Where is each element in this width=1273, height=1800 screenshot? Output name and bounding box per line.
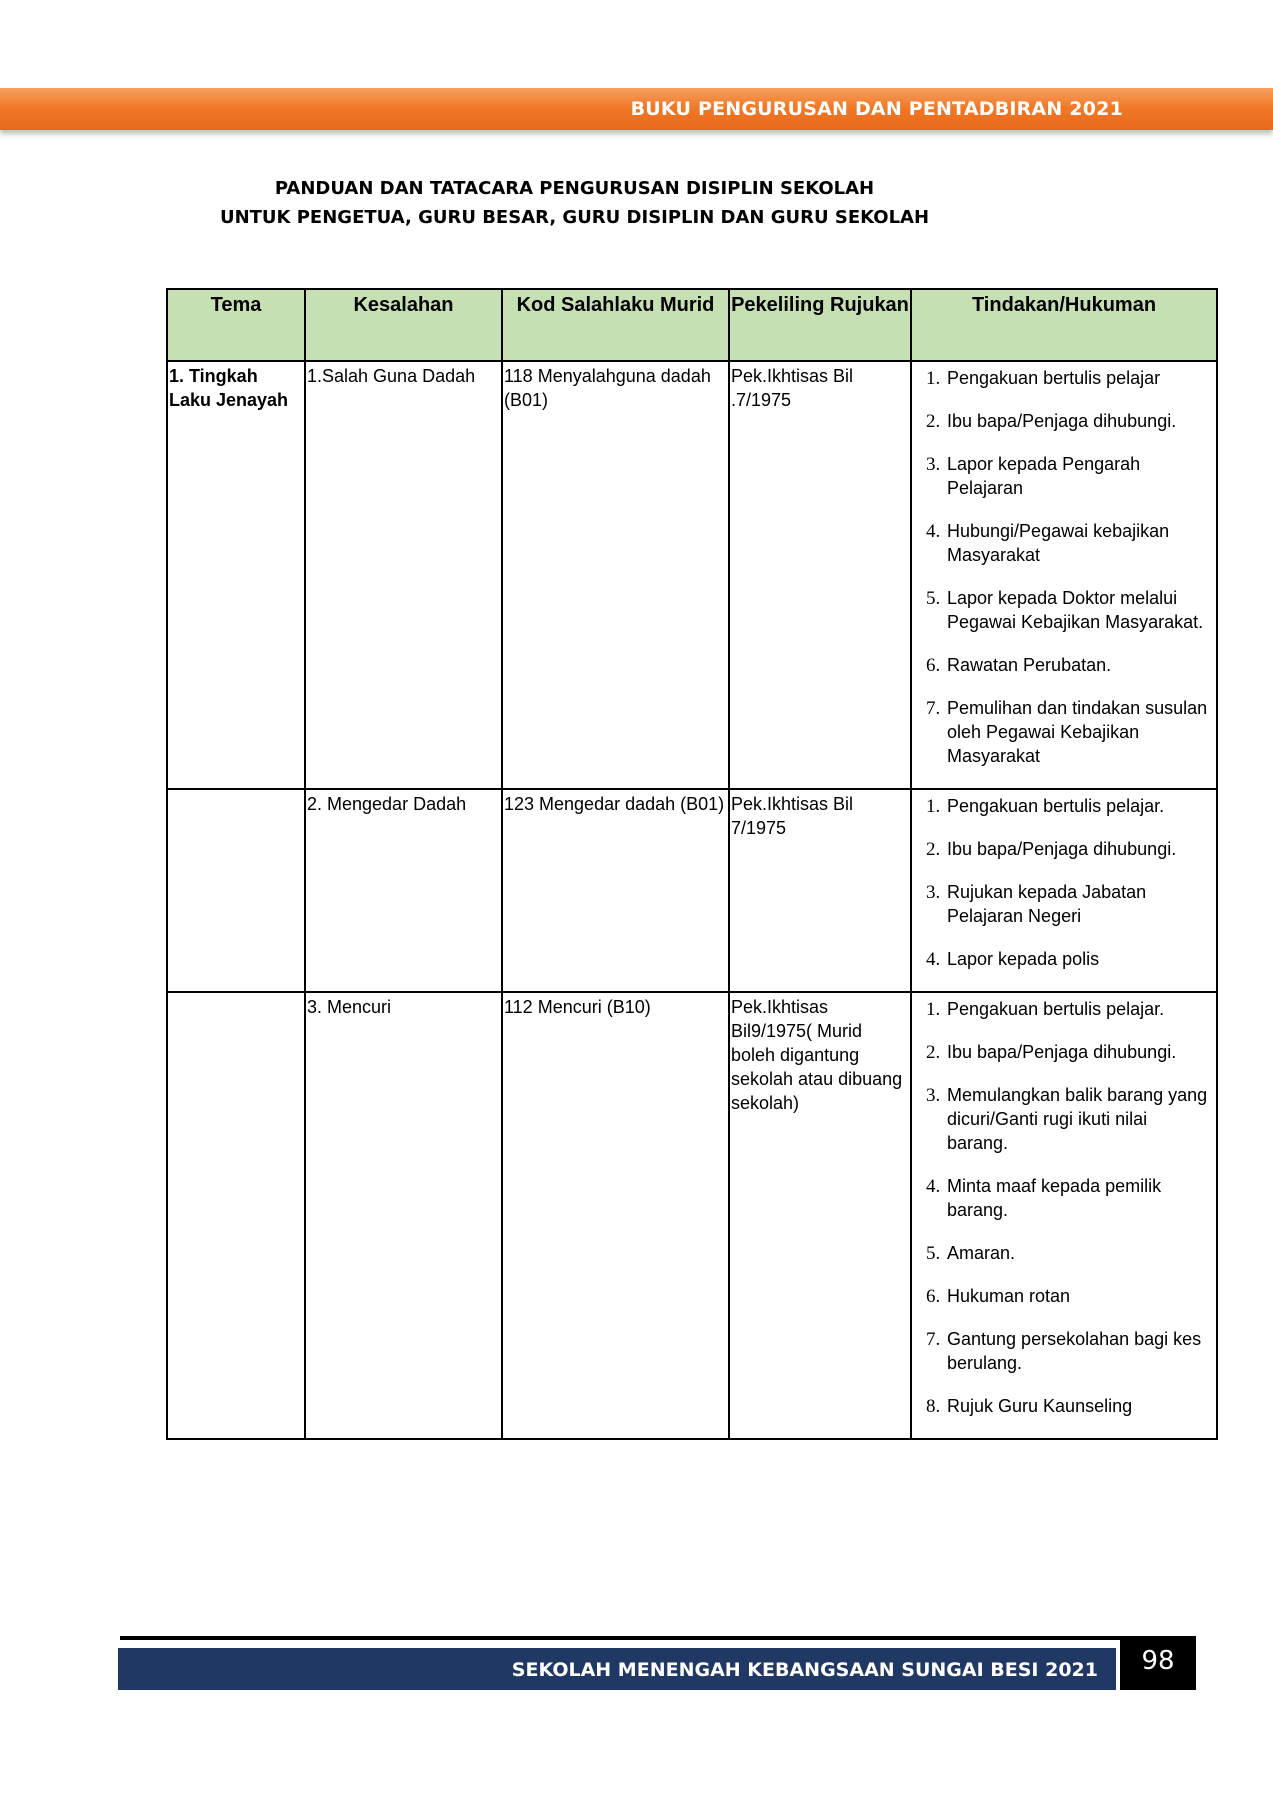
table-row — [167, 789, 1217, 992]
cell-kod: 118 Menyalahguna dadah (B01) — [502, 361, 729, 789]
action-item: 3. Rujukan kepada Jabatan Pelajaran Negeri — [945, 880, 1212, 928]
cell-kesalahan: 3. Mencuri — [305, 992, 502, 1439]
cell-pekeliling: Pek.Ikhtisas Bil9/1975( Murid boleh digantung sekolah atau dibuang sekolah) — [729, 992, 911, 1439]
action-item: 1. Pengakuan bertulis pelajar. — [945, 794, 1212, 818]
cell-tema — [167, 789, 305, 992]
cell-pekeliling: Pek.Ikhtisas Bil 7/1975 — [729, 789, 911, 992]
header-pekeliling: Pekeliling Rujukan — [729, 289, 911, 361]
action-item: 2. Ibu bapa/Penjaga dihubungi. — [945, 837, 1212, 861]
action-item: 2. Ibu bapa/Penjaga dihubungi. — [945, 409, 1212, 433]
cell-tindakan — [911, 992, 1217, 1439]
action-item: 1. Pengakuan bertulis pelajar — [945, 366, 1212, 390]
document-title-line2: UNTUK PENGETUA, GURU BESAR, GURU DISIPLIN DAN GURU SEKOLAH — [219, 207, 930, 228]
cell-tindakan — [911, 361, 1217, 789]
footer-school-name: SEKOLAH MENENGAH KEBANGSAAN SUNGAI BESI 2021 — [511, 1659, 1098, 1681]
action-list — [913, 997, 1216, 1438]
discipline-table — [166, 288, 1218, 1440]
action-item: 1. Pengakuan bertulis pelajar. — [945, 997, 1212, 1021]
action-item: 8. Rujuk Guru Kaunseling — [945, 1394, 1212, 1418]
action-item: 6. Hukuman rotan — [945, 1284, 1212, 1308]
table-row — [167, 361, 1217, 789]
footer-bar — [118, 1648, 1116, 1690]
table-row — [167, 992, 1217, 1439]
cell-tema: 1. Tingkah Laku Jenayah — [167, 361, 305, 789]
action-item: 5. Lapor kepada Doktor melalui Pegawai Kebajikan Masyarakat. — [945, 586, 1212, 634]
action-item: 2. Ibu bapa/Penjaga dihubungi. — [945, 1040, 1212, 1064]
header-kod: Kod Salahlaku Murid — [502, 289, 729, 361]
action-item: 5. Amaran. — [945, 1241, 1212, 1265]
action-item: 4. Hubungi/Pegawai kebajikan Masyarakat — [945, 519, 1212, 567]
header-title: BUKU PENGURUSAN DAN PENTADBIRAN 2021 — [630, 98, 1123, 120]
header-bar — [0, 88, 1273, 130]
cell-kod: 112 Mencuri (B10) — [502, 992, 729, 1439]
action-item: 4. Minta maaf kepada pemilik barang. — [945, 1174, 1212, 1222]
cell-tema — [167, 992, 305, 1439]
action-item: 7. Pemulihan dan tindakan susulan oleh Pegawai Kebajikan Masyarakat — [945, 696, 1212, 768]
page-number: 98 — [1120, 1636, 1196, 1690]
action-item: 3. Lapor kepada Pengarah Pelajaran — [945, 452, 1212, 500]
table-header-row — [167, 289, 1217, 361]
action-item: 3. Memulangkan balik barang yang dicuri/Ganti rugi ikuti nilai barang. — [945, 1083, 1212, 1155]
action-list — [913, 794, 1216, 991]
cell-kesalahan: 1.Salah Guna Dadah — [305, 361, 502, 789]
cell-pekeliling: Pek.Ikhtisas Bil .7/1975 — [729, 361, 911, 789]
cell-kod: 123 Mengedar dadah (B01) — [502, 789, 729, 992]
document-title-line1: PANDUAN DAN TATACARA PENGURUSAN DISIPLIN SEKOLAH — [274, 178, 875, 199]
action-item: 6. Rawatan Perubatan. — [945, 653, 1212, 677]
action-list — [913, 366, 1216, 788]
header-tindakan: Tindakan/Hukuman — [911, 289, 1217, 361]
action-item: 7. Gantung persekolahan bagi kes berulang. — [945, 1327, 1212, 1375]
action-item: 4. Lapor kepada polis — [945, 947, 1212, 971]
cell-kesalahan: 2. Mengedar Dadah — [305, 789, 502, 992]
header-tema: Tema — [167, 289, 305, 361]
cell-tindakan — [911, 789, 1217, 992]
header-kesalahan: Kesalahan — [305, 289, 502, 361]
footer-divider — [120, 1636, 1120, 1640]
